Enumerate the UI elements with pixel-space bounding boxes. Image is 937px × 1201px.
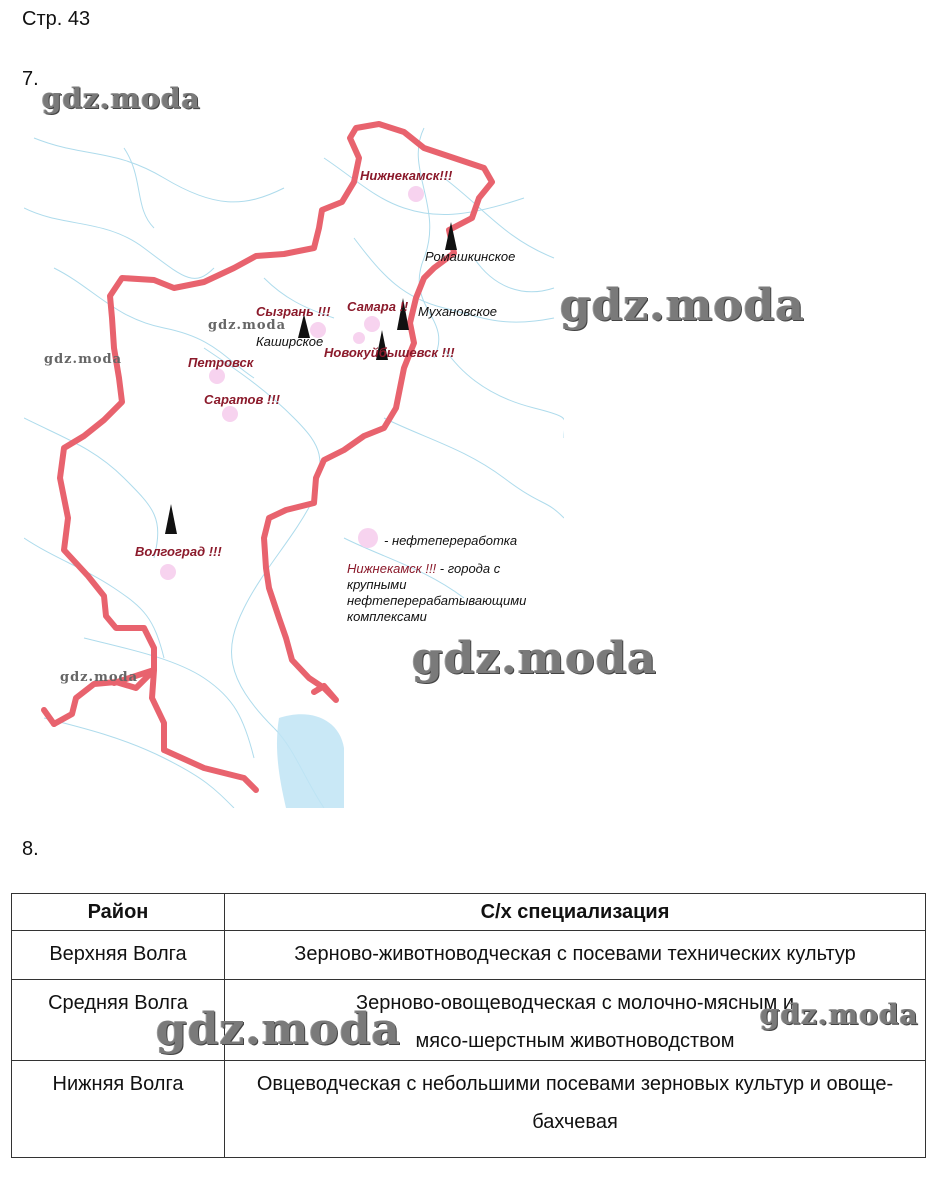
legend-city-desc-3: нефтеперерабатывающими [347,593,527,608]
city-label-nizhnekamsk: Нижнекамск!!! [360,168,453,183]
table-row [12,1061,926,1158]
city-label-volgograd: Волгоград !!! [135,544,222,559]
watermark: gdz.moda [208,318,287,333]
oil-derricks [165,222,457,534]
task-8-number: 8. [22,838,39,860]
oil-derrick-icon [165,504,177,534]
legend-cities [347,561,526,625]
cell-specialization: Зерново-овощеводческая с молочно-мясным и мясо-шерстным животноводством [225,980,926,1061]
field-label-romashkinskoe: Ромашкинское [425,249,516,264]
city-label-novokuybyshevsk: Новокуйбышевск !!! [324,345,455,360]
watermark: gdz.moda [42,82,201,115]
city-dot-nizhnekamsk [408,186,424,202]
city-dot-petrovsk [209,368,225,384]
header-region: Район [12,894,225,931]
city-dot-volgograd [160,564,176,580]
map-canvas [24,118,564,808]
watermark: gdz.moda [760,998,919,1031]
legend-refinery-label: - нефтепереработка [384,533,518,548]
city-dot-samara [364,316,380,332]
legend-city-sample: Нижнекамск !!! [347,561,437,576]
header-specialization: С/х специализация [225,894,926,931]
cell-region: Верхняя Волга [12,931,225,980]
cell-region: Нижняя Волга [12,1061,225,1158]
cell-specialization: Овцеводческая с небольшими посевами зерновых культур и овоще-бахчевая [225,1061,926,1158]
region-border [54,124,492,790]
city-dot-saratov [222,406,238,422]
city-label-saratov: Саратов !!! [204,392,280,407]
table-header-row [12,894,926,931]
watermark: gdz.moda [60,670,139,685]
legend-city-desc-2: крупными [347,577,407,592]
task-7-number: 7. [22,68,39,90]
cell-region: Средняя Волга [12,980,225,1061]
caspian-sea [277,714,344,808]
page-label: Стр. 43 [22,8,91,30]
legend-city-desc-1: - города с [436,561,501,576]
watermark: gdz.moda [560,280,806,331]
field-label-mukhanovskoe: Мухановское [418,304,498,319]
field-label-kashirskoe: Каширское [256,334,324,349]
city-label-petrovsk: Петровск [188,355,254,370]
city-label-samara: Самара !! [347,299,409,314]
legend-refinery-dot [358,528,378,548]
rivers [24,128,564,808]
city-dot-novokuybyshevsk [353,332,365,344]
volga-region-map [24,118,564,808]
legend-city-desc-4: комплексами [347,609,427,624]
table-row [12,931,926,980]
cell-specialization: Зерново-животноводческая с посевами технических культур [225,931,926,980]
city-dots [160,186,424,580]
watermark: gdz.moda [156,1004,402,1055]
watermark: gdz.moda [412,633,658,684]
watermark: gdz.moda [44,352,123,367]
city-label-syzran: Сызрань !!! [256,304,331,319]
